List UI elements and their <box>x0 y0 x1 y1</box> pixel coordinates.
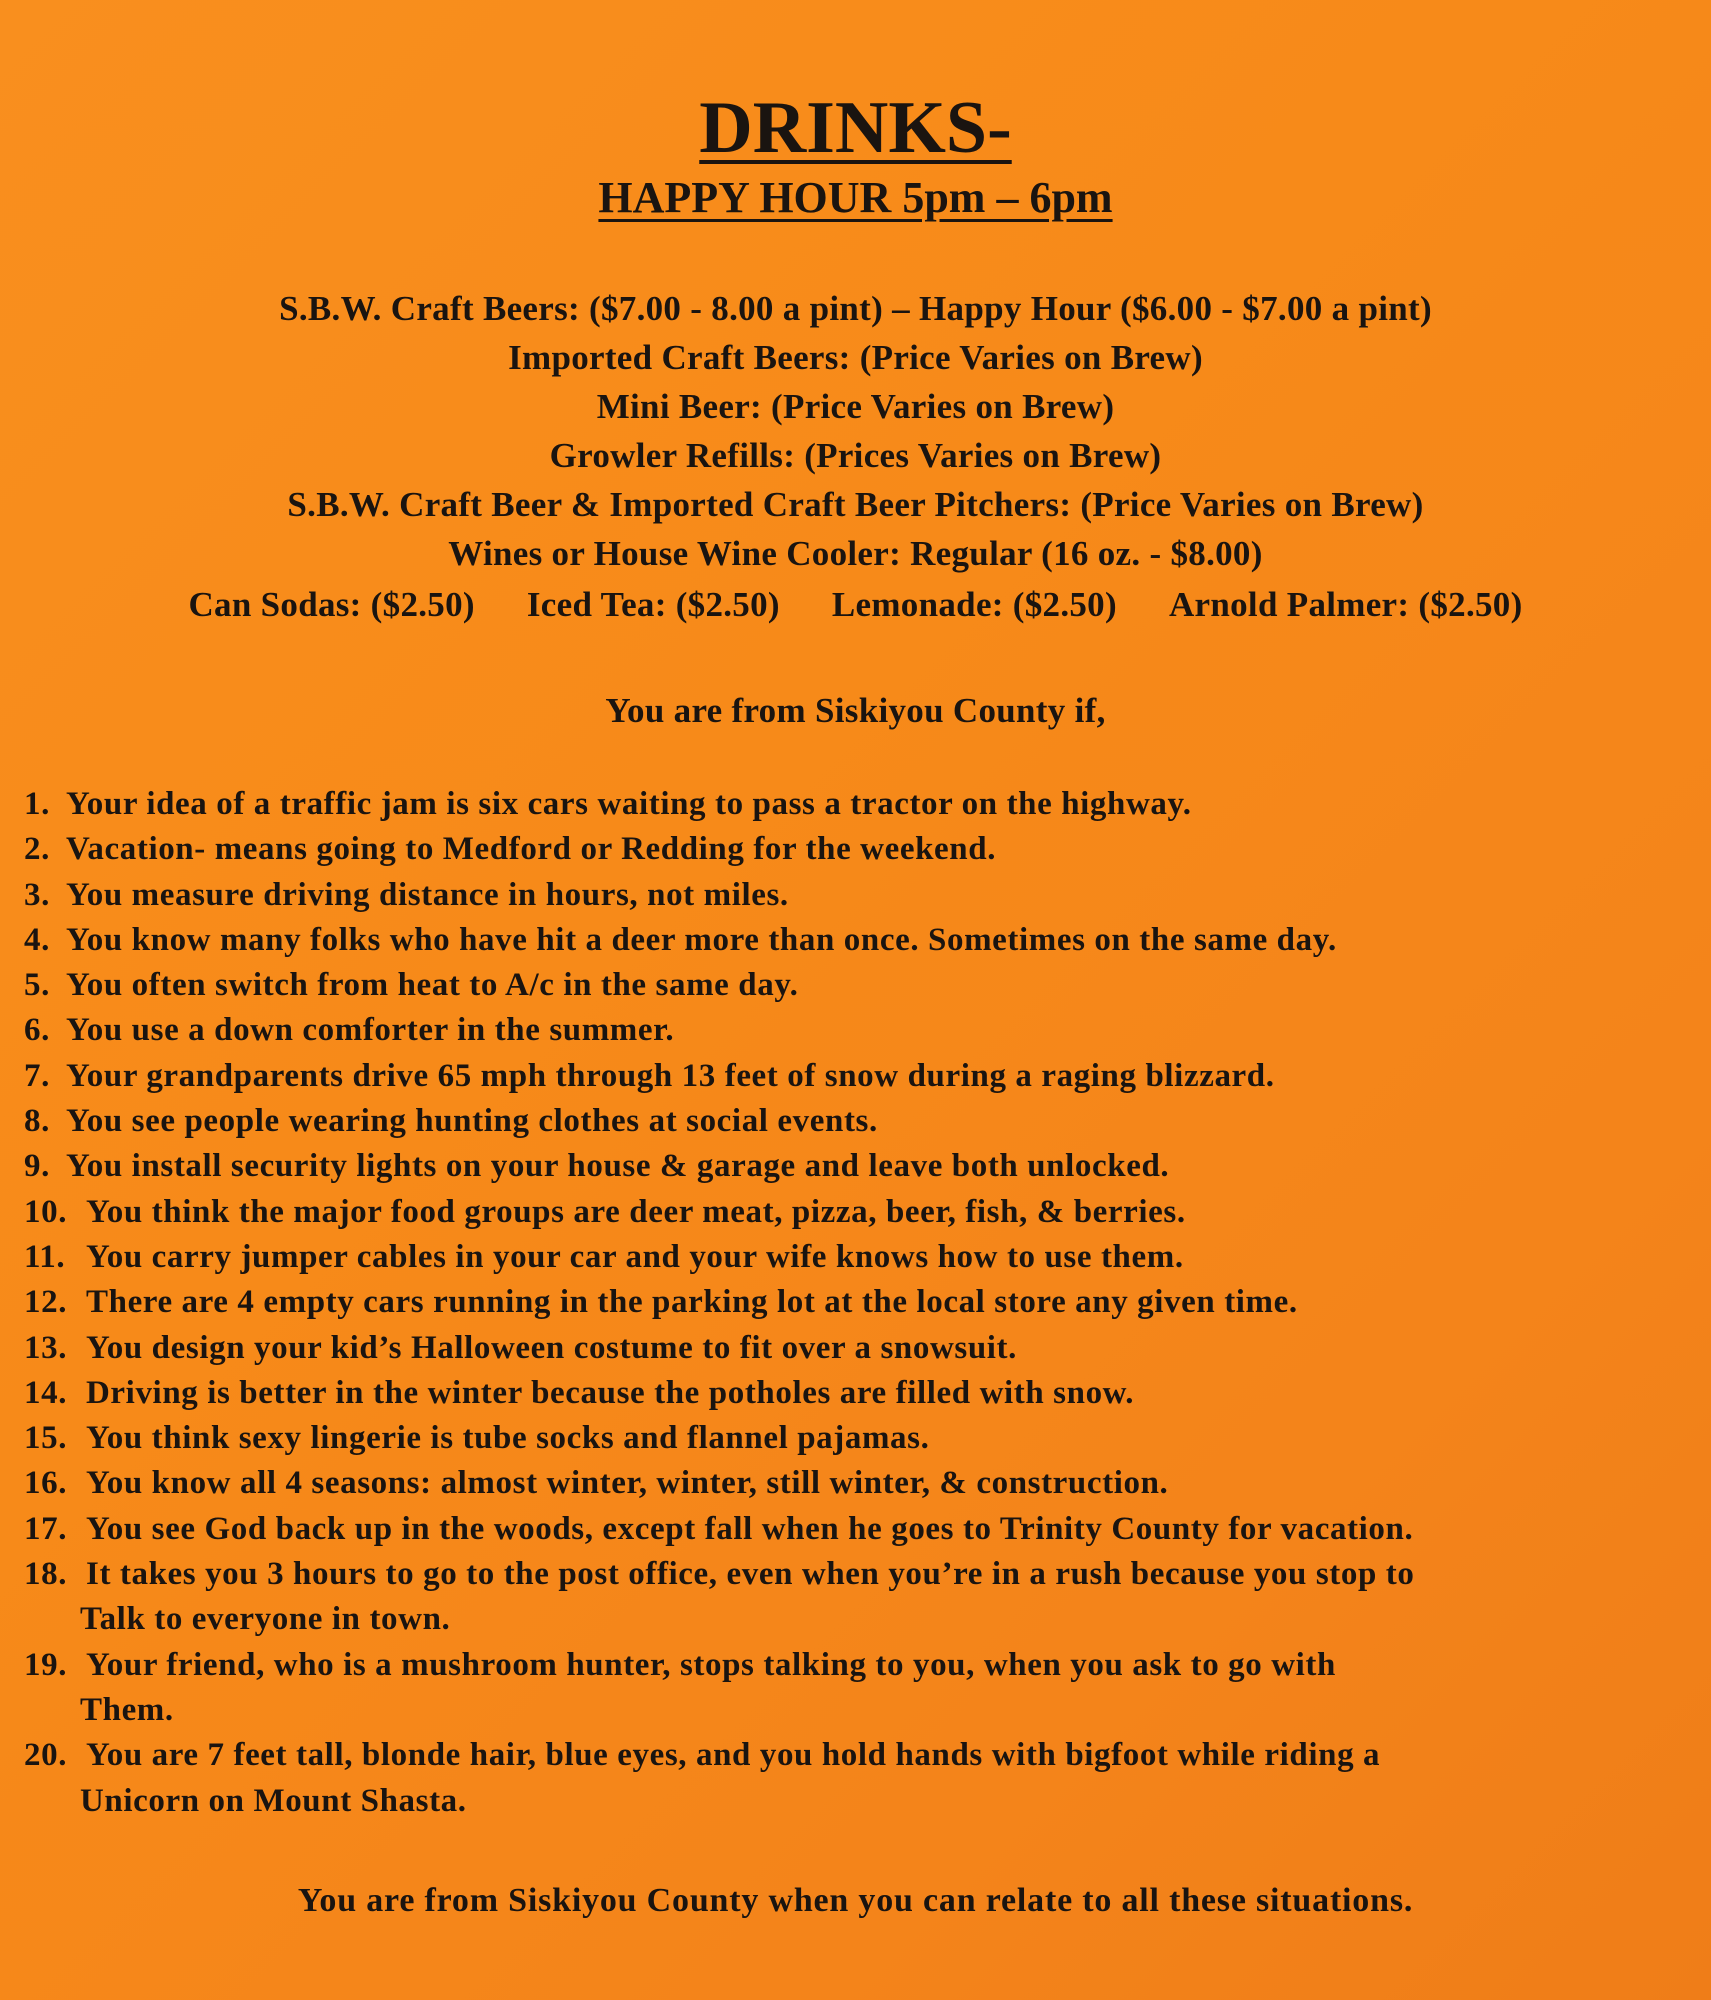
small-drink-item: Arnold Palmer: ($2.50) <box>1168 585 1523 624</box>
list-item-text: You install security lights on your house & garage and leave both unlocked. <box>66 1148 1170 1185</box>
list-item-text: You design your kid’s Halloween costume to fit over a snowsuit. <box>86 1329 1017 1366</box>
small-drink-item: Can Sodas: ($2.50) <box>188 585 475 624</box>
list-item-text: You carry jumper cables in your car and your wife knows how to use them. <box>86 1238 1184 1275</box>
list-item-text: You know many folks who have hit a deer more than once. Sometimes on the same day. <box>66 921 1337 958</box>
list-item-number: 10. <box>24 1193 68 1230</box>
list-item-text: There are 4 empty cars running in the parking lot at the local store any given time. <box>86 1284 1298 1321</box>
drink-line: S.B.W. Craft Beer & Imported Craft Beer Pitchers: (Price Varies on Brew) <box>287 485 1424 524</box>
drink-line: Mini Beer: (Price Varies on Brew) <box>596 387 1115 426</box>
list-item-number: 5. <box>24 967 50 1004</box>
list-item-number: 19. <box>24 1646 68 1683</box>
list-item-number: 4. <box>24 921 50 958</box>
list-item <box>24 1733 1689 1824</box>
list-item-number: 16. <box>24 1465 68 1502</box>
drink-line: Wines or House Wine Cooler: Regular (16 oz. - $8.00) <box>448 534 1263 573</box>
list-item-number: 11. <box>24 1238 66 1275</box>
list-item <box>24 1643 1689 1734</box>
list-item-text: You see God back up in the woods, except fall when he goes to Trinity County for vacation. <box>86 1510 1414 1547</box>
list-item-number: 7. <box>24 1057 50 1094</box>
list-item-continuation: Talk to everyone in town. <box>80 1601 451 1638</box>
drinks-title <box>0 84 1711 172</box>
list-item <box>24 1507 1689 1552</box>
list-item-text: You know all 4 seasons: almost winter, winter, still winter, & construction. <box>86 1465 1169 1502</box>
drinks-list <box>0 284 1711 629</box>
list-item <box>24 918 1689 963</box>
list-item-number: 14. <box>24 1374 68 1411</box>
list-item-number: 3. <box>24 876 50 913</box>
list-item-text: You see people wearing hunting clothes at social events. <box>66 1103 878 1140</box>
list-item <box>24 963 1689 1008</box>
drink-line: S.B.W. Craft Beers: ($7.00 - 8.00 a pint) – Happy Hour ($6.00 - $7.00 a pint) <box>279 289 1432 328</box>
list-item <box>24 782 1689 827</box>
list-item-text: You often switch from heat to A/c in the same day. <box>66 967 799 1004</box>
happy-hour-subtitle <box>0 170 1711 226</box>
list-item-text: Driving is better in the winter because the potholes are filled with snow. <box>86 1374 1135 1411</box>
list-item-number: 2. <box>24 831 50 868</box>
list-item <box>24 1280 1689 1325</box>
list-item-text: Vacation- means going to Medford or Redding for the weekend. <box>66 831 997 868</box>
list-item <box>24 827 1689 872</box>
list-item <box>24 1416 1689 1461</box>
list-item-number: 17. <box>24 1510 68 1547</box>
small-drink-item: Lemonade: ($2.50) <box>831 585 1117 624</box>
drinks-title-text: DRINKS- <box>699 87 1012 169</box>
happy-hour-subtitle-text: HAPPY HOUR 5pm – 6pm <box>598 173 1113 222</box>
list-item <box>24 1190 1689 1235</box>
list-item <box>24 873 1689 918</box>
list-item-number: 18. <box>24 1556 68 1593</box>
small-drink-item: Iced Tea: ($2.50) <box>526 585 780 624</box>
list-item-text: You are 7 feet tall, blonde hair, blue eyes, and you hold hands with bigfoot while riding a <box>86 1737 1381 1774</box>
list-item <box>24 1235 1689 1280</box>
list-item <box>24 1099 1689 1144</box>
list-item-continuation: Unicorn on Mount Shasta. <box>80 1782 467 1819</box>
list-item-text: You use a down comforter in the summer. <box>66 1012 675 1049</box>
siskiyou-outro: You are from Siskiyou County when you can relate to all these situations. <box>297 1882 1414 1919</box>
list-item-text: Your grandparents drive 65 mph through 13 feet of snow during a raging blizzard. <box>66 1057 1275 1094</box>
list-item <box>24 1371 1689 1416</box>
list-item <box>24 1552 1689 1643</box>
list-item-text: Your idea of a traffic jam is six cars waiting to pass a tractor on the highway. <box>66 786 1192 822</box>
list-item-number: 6. <box>24 1012 50 1049</box>
list-item-continuation: Them. <box>80 1691 174 1728</box>
list-item-text: You measure driving distance in hours, not miles. <box>66 876 789 913</box>
list-item <box>24 1008 1689 1053</box>
list-item <box>24 1461 1689 1506</box>
list-item-number: 1. <box>24 786 50 822</box>
list-item-text: It takes you 3 hours to go to the post office, even when you’re in a rush because you stop to <box>86 1556 1415 1593</box>
list-item-text: Your friend, who is a mushroom hunter, stops talking to you, when you ask to go with <box>86 1646 1336 1683</box>
siskiyou-intro: You are from Siskiyou County if, <box>605 691 1106 730</box>
list-item-number: 9. <box>24 1148 50 1185</box>
drink-line: Growler Refills: (Prices Varies on Brew) <box>549 436 1162 475</box>
list-item <box>24 1326 1689 1371</box>
list-item-text: You think sexy lingerie is tube socks and flannel pajamas. <box>86 1420 930 1457</box>
siskiyou-list <box>24 782 1689 1824</box>
list-item-number: 13. <box>24 1329 68 1366</box>
small-drinks-row <box>0 580 1711 629</box>
list-item <box>24 1054 1689 1099</box>
drink-line: Imported Craft Beers: (Price Varies on Brew) <box>508 338 1203 377</box>
list-item-number: 8. <box>24 1103 50 1140</box>
list-item-text: You think the major food groups are deer meat, pizza, beer, fish, & berries. <box>86 1193 1186 1230</box>
list-item-number: 15. <box>24 1420 68 1457</box>
list-item <box>24 1144 1689 1189</box>
list-item-number: 12. <box>24 1284 68 1321</box>
list-item-number: 20. <box>24 1737 68 1774</box>
